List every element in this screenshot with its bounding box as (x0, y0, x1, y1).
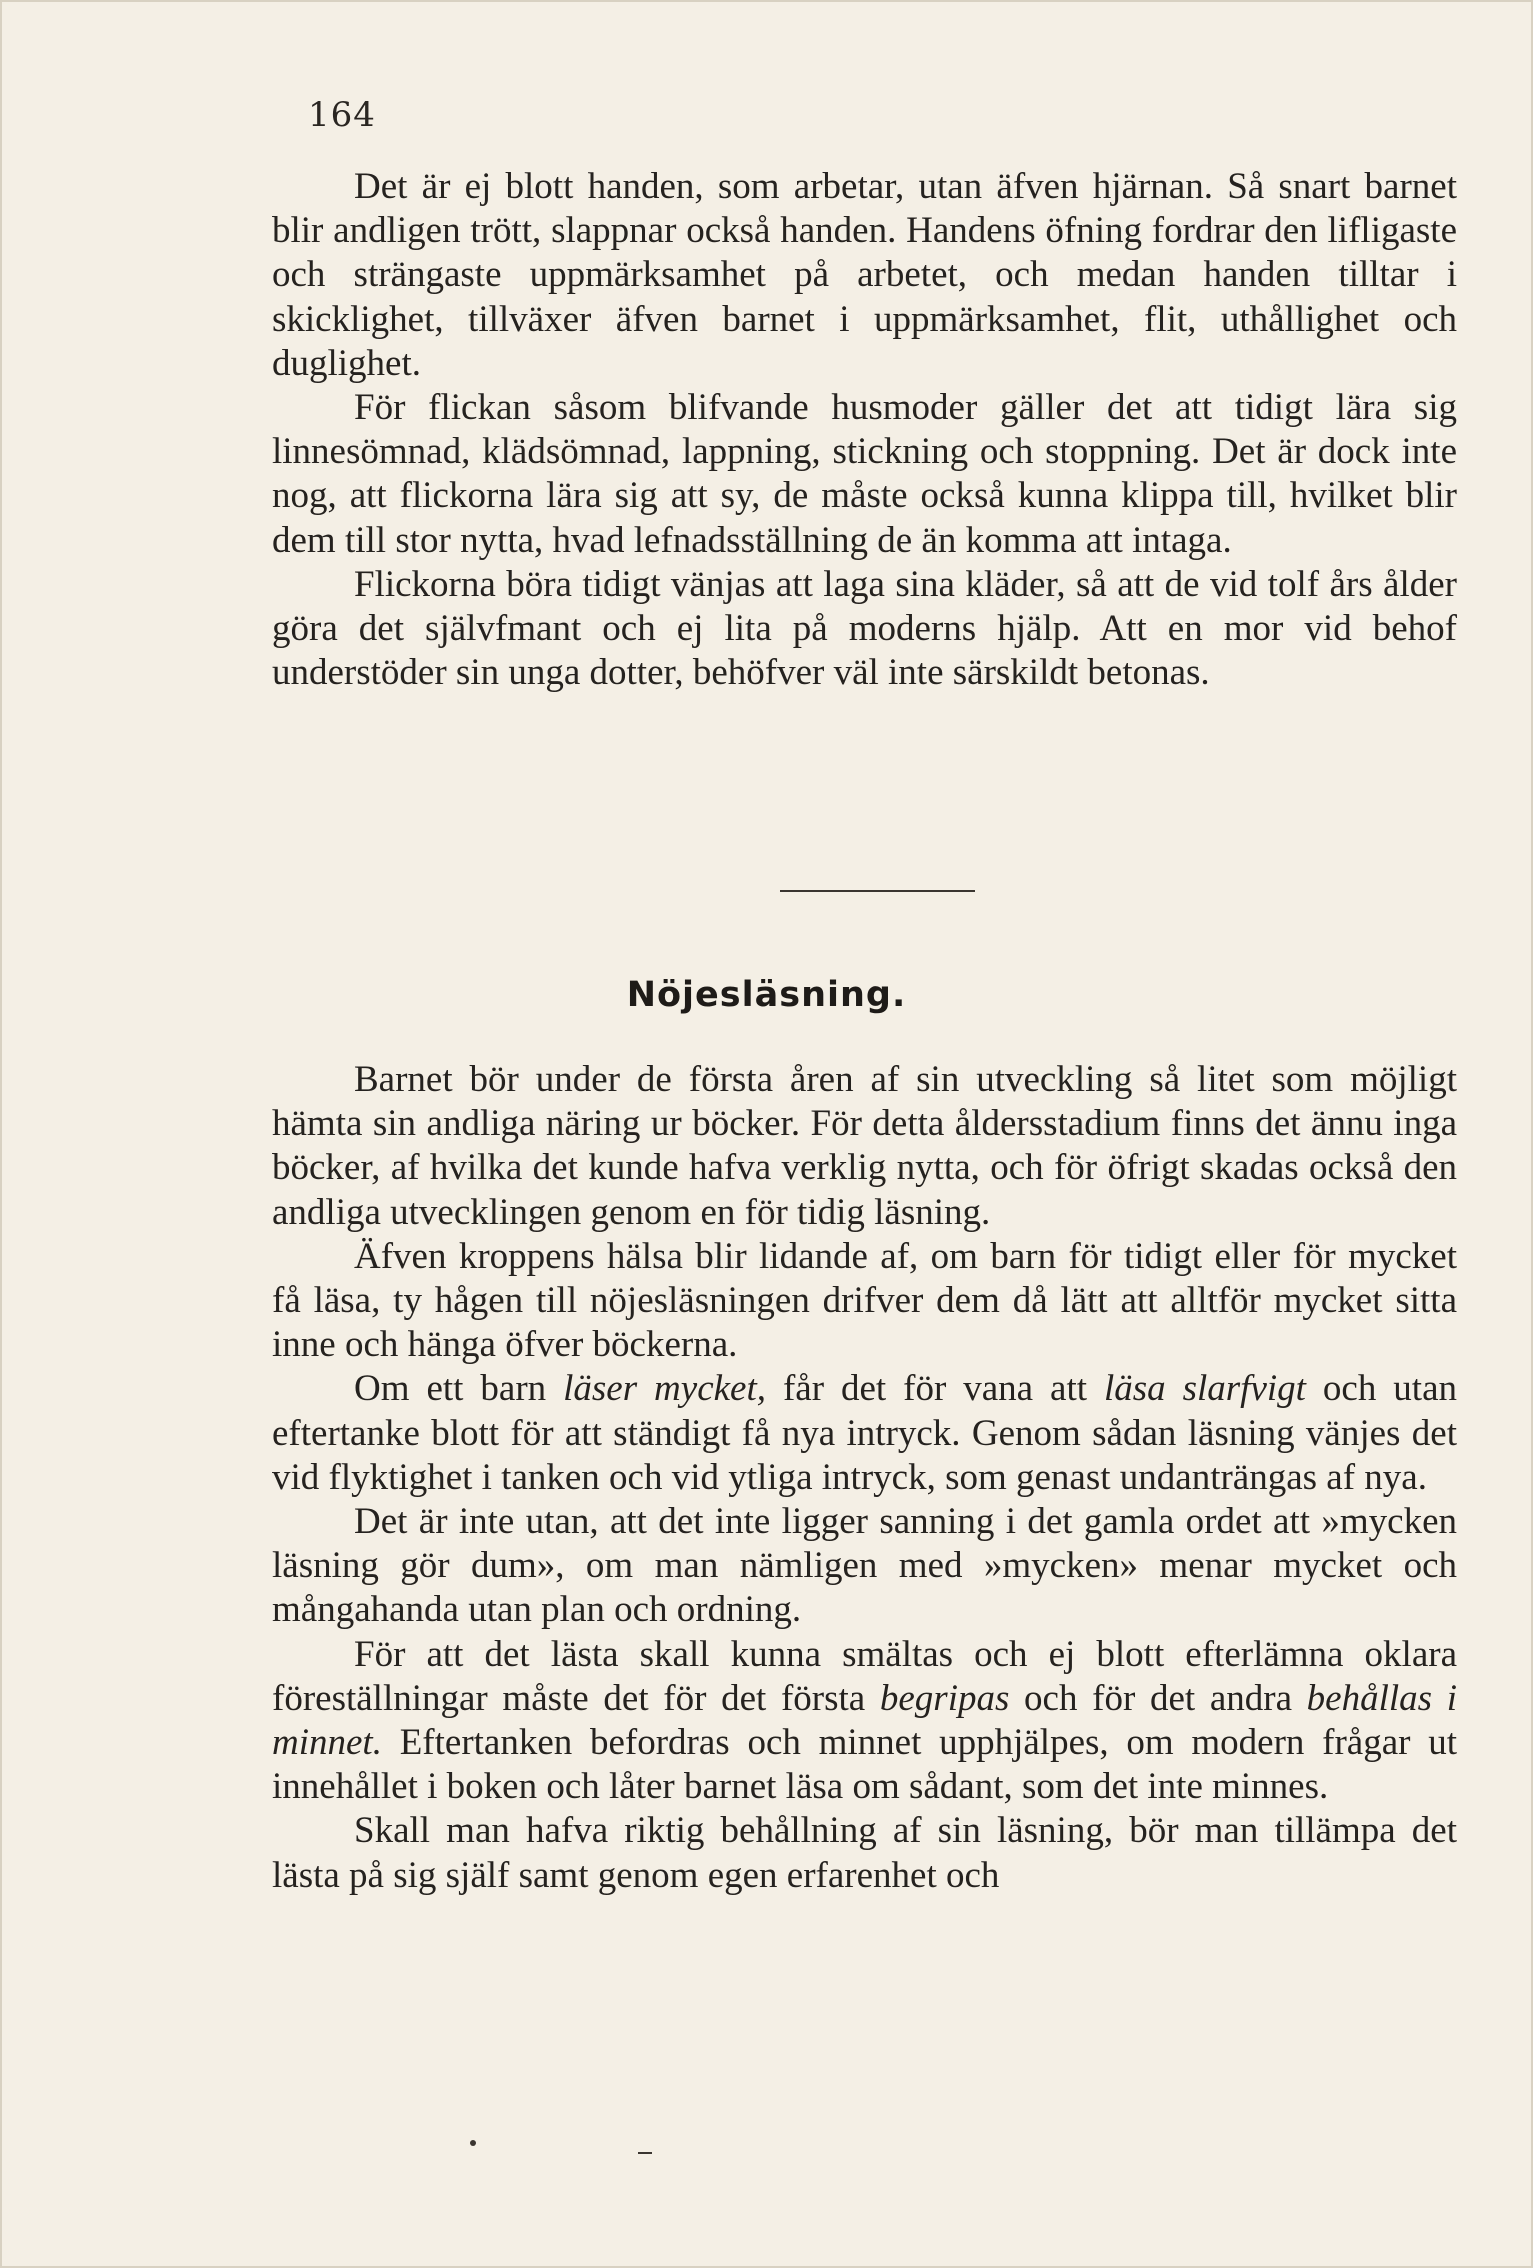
paragraph (272, 1633, 1457, 1810)
section-heading: Nöjesläsning. (626, 975, 907, 1015)
text-run: får det för vana att (766, 1368, 1104, 1410)
italic-text: läsa slarfvigt (1103, 1368, 1306, 1410)
text-run: och för det andra (1009, 1677, 1307, 1719)
print-mark (470, 2140, 476, 2146)
section-divider (780, 890, 975, 892)
text-run: Eftertanken befordras och minnet upphjälpes, om modern frågar ut innehållet i boken och låter barnet läsa om sådant, som det inte minnes. (272, 1722, 1457, 1808)
paragraph: Flickorna böra tidigt vänjas att laga sina kläder, så att de vid tolf års ålder göra det självfmant och ej lita på moderns hjälp. Att en mor vid behof understöder sin unga dotter, behöfver väl inte särskildt betonas. (272, 563, 1457, 694)
italic-text: begripas (879, 1677, 1010, 1719)
paragraph: Det är inte utan, att det inte ligger sanning i det gamla ordet att »mycken läsning gör dum», om man nämligen med »mycken» menar mycket och mångahanda utan plan och ordning. (272, 1501, 1457, 1631)
italic-text: läser mycket, (563, 1368, 766, 1410)
text-run: och utan eftertanke blott för att ständigt få nya intryck. Genom sådan läsning vänjes det vid flyktighet i tanken och vid ytliga intryck, som genast undanträngas af nya. (272, 1368, 1457, 1498)
text-section-a (272, 165, 1457, 695)
page-number: 164 (308, 95, 376, 135)
text-run: Om ett barn (354, 1368, 564, 1410)
paragraph: För flickan såsom blifvande husmoder gäller det att tidigt lära sig linnesömnad, klädsömnad, lappning, stickning och stoppning. Det är dock inte nog, att flickorna lära sig att sy, de måste också kunna klippa till, hvilket blir dem till stor nytta, hvad lefnadsställning de än komma att intaga. (272, 387, 1457, 561)
paragraph: Det är ej blott handen, som arbetar, utan äfven hjärnan. Så snart barnet blir andligen trött, slappnar också handen. Handens öfning fordrar den lifligaste och strängaste uppmärksamhet på arbetet, och medan handen tilltar i skicklighet, tillväxer äfven barnet i uppmärksamhet, flit, uthållighet och duglighet. (272, 166, 1457, 384)
paragraph: Barnet bör under de första åren af sin utveckling så litet som möjligt hämta sin andliga näring ur böcker. För detta åldersstadium finns det ännu inga böcker, af hvilka det kunde hafva verklig nytta, och för öfrigt skadas också den andliga utvecklingen genom en för tidig läsning. (272, 1059, 1457, 1233)
paragraph (272, 1367, 1457, 1500)
italic-text: behållas i minnet. (272, 1677, 1458, 1764)
print-dash (638, 2152, 652, 2154)
paragraph: Skall man hafva riktig behållning af sin läsning, bör man tillämpa det lästa på sig själf samt genom egen erfarenhet och (272, 1810, 1457, 1896)
text-run: För att det lästa skall kunna smältas och ej blott efterlämna oklara föreställningar måste det för det första (272, 1633, 1457, 1719)
text-section-b (272, 1058, 1457, 1898)
paragraph: Äfven kroppens hälsa blir lidande af, om barn för tidigt eller för mycket få läsa, ty hågen till nöjesläsningen drifver dem då lätt att alltför mycket sitta inne och hänga öfver böckerna. (272, 1235, 1457, 1366)
